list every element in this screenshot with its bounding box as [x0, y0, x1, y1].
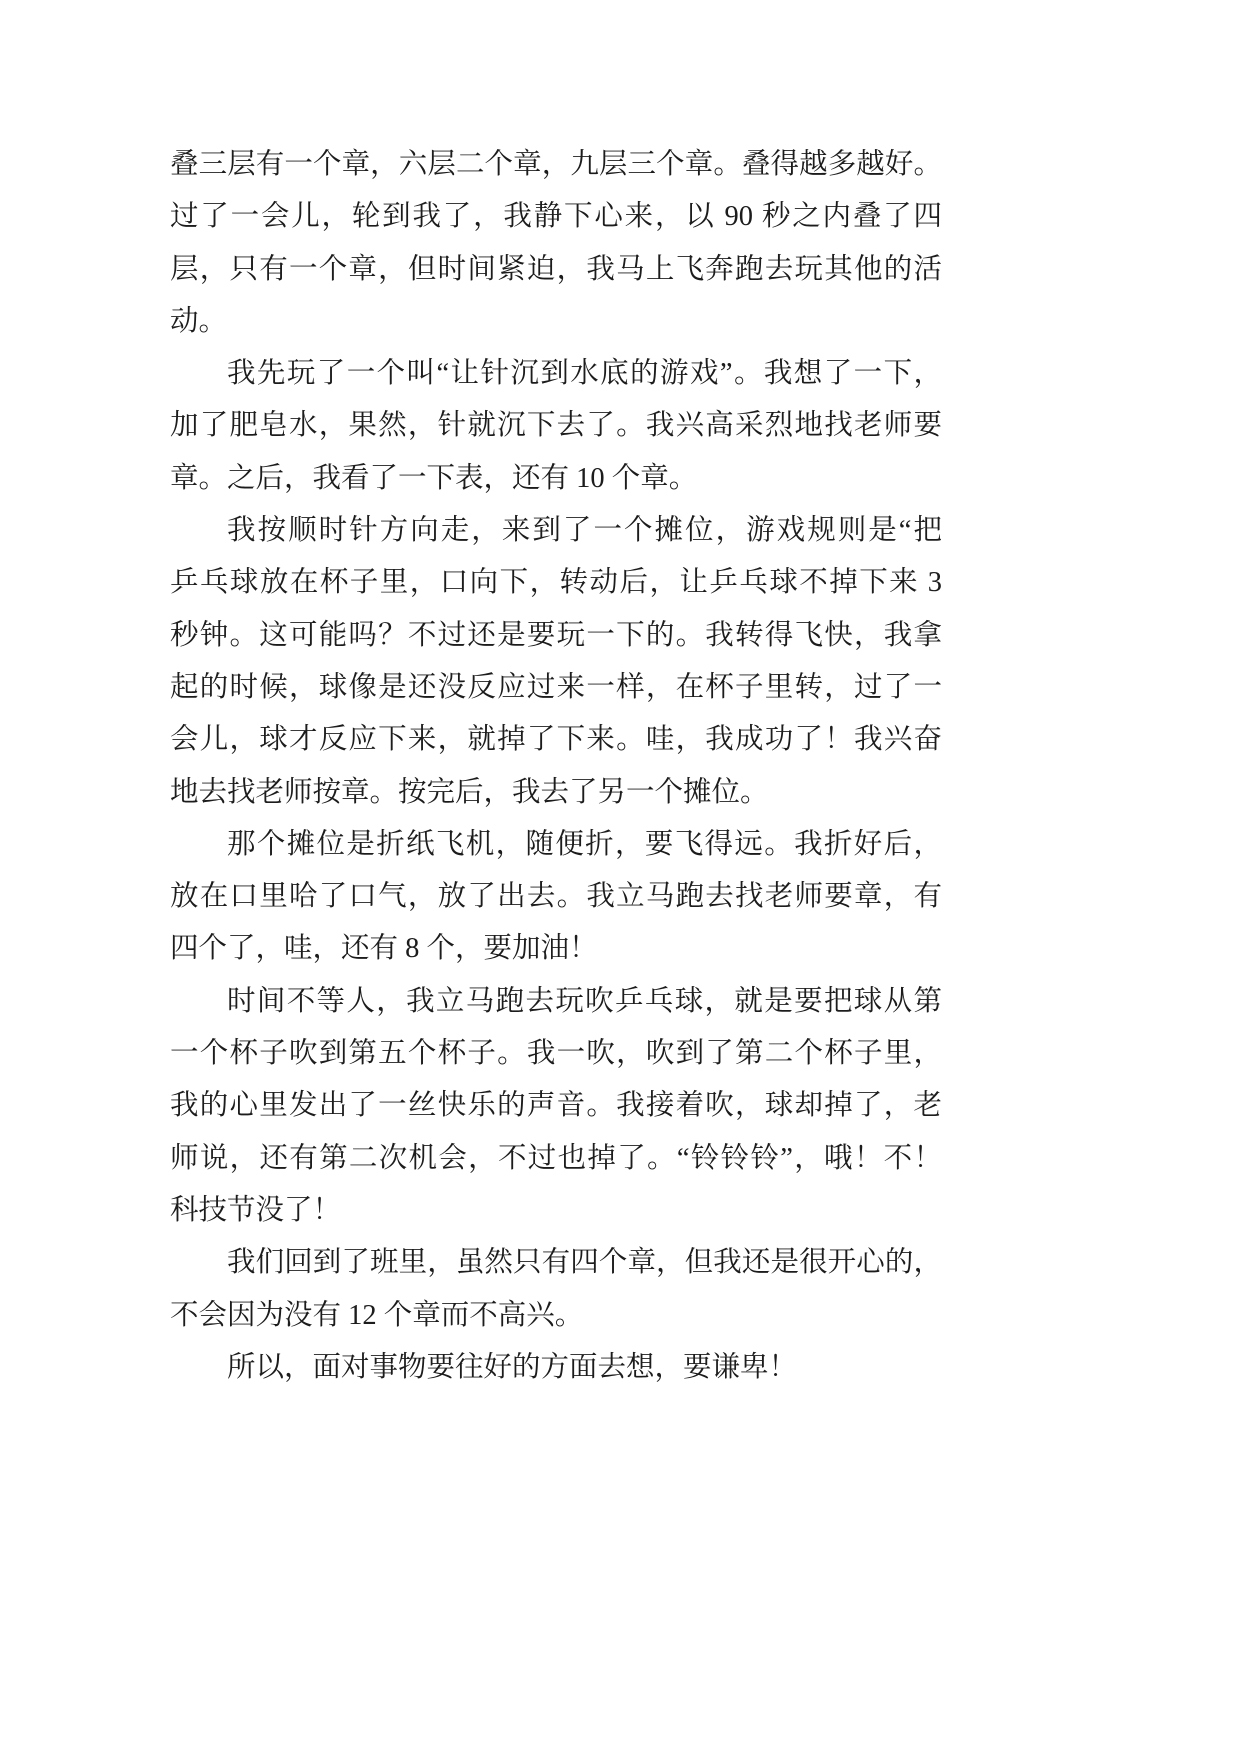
text-line: 科技节没了！ — [170, 1194, 342, 1226]
text-line: 章。之后，我看了一下表，还有 10 个章。 — [170, 462, 698, 494]
text-line: 动。 — [170, 305, 228, 337]
text-line: 我先玩了一个叫“让针沉到水底的游戏”。我想了一下， — [227, 358, 942, 390]
text-line: 放在口里哈了口气，放了出去。我立马跑去找老师要章，有 — [170, 881, 942, 913]
text-line: 不会因为没有 12 个章而不高兴。 — [170, 1299, 584, 1331]
paragraph — [170, 348, 942, 505]
text-line: 我的心里发出了一丝快乐的声音。我接着吹，球却掉了，老 — [170, 1090, 942, 1122]
text-line: 那个摊位是折纸飞机，随便折，要飞得远。我折好后， — [227, 828, 942, 860]
text-line: 秒钟。这可能吗？不过还是要玩一下的。我转得飞快，我拿 — [170, 619, 942, 651]
body-text — [170, 139, 942, 1394]
text-line: 所以，面对事物要往好的方面去想，要谦卑！ — [227, 1351, 798, 1383]
text-line: 加了肥皂水，果然，针就沉下去了。我兴高采烈地找老师要 — [170, 410, 942, 442]
text-line: 起的时候，球像是还没反应过来一样，在杯子里转，过了一 — [170, 671, 942, 703]
paragraph — [170, 505, 942, 819]
text-line: 层，只有一个章，但时间紧迫，我马上飞奔跑去玩其他的活 — [170, 253, 942, 285]
paragraph — [170, 819, 942, 976]
text-line: 叠三层有一个章，六层二个章，九层三个章。叠得越多越好。 — [170, 149, 942, 180]
text-line: 师说，还有第二次机会，不过也掉了。“铃铃铃”，哦！不！ — [170, 1142, 942, 1174]
text-line: 乒乓球放在杯子里，口向下，转动后，让乒乓球不掉下来 3 — [170, 567, 942, 599]
paragraph — [170, 1237, 942, 1342]
paragraph — [170, 139, 942, 348]
text-line: 会儿，球才反应下来，就掉了下来。哇，我成功了！我兴奋 — [170, 724, 942, 756]
text-line: 我按顺时针方向走，来到了一个摊位，游戏规则是“把 — [227, 515, 942, 547]
paragraph — [170, 976, 942, 1237]
text-line: 地去找老师按章。按完后，我去了另一个摊位。 — [170, 776, 769, 808]
text-line: 过了一会儿，轮到我了，我静下心来，以 90 秒之内叠了四 — [170, 201, 942, 233]
paragraph — [170, 1342, 942, 1394]
text-line: 我们回到了班里，虽然只有四个章，但我还是很开心的， — [227, 1247, 942, 1279]
text-line: 一个杯子吹到第五个杯子。我一吹，吹到了第二个杯子里， — [170, 1038, 942, 1070]
text-line: 四个了，哇，还有 8 个，要加油！ — [170, 933, 598, 965]
text-line: 时间不等人，我立马跑去玩吹乒乓球，就是要把球从第 — [227, 985, 942, 1017]
